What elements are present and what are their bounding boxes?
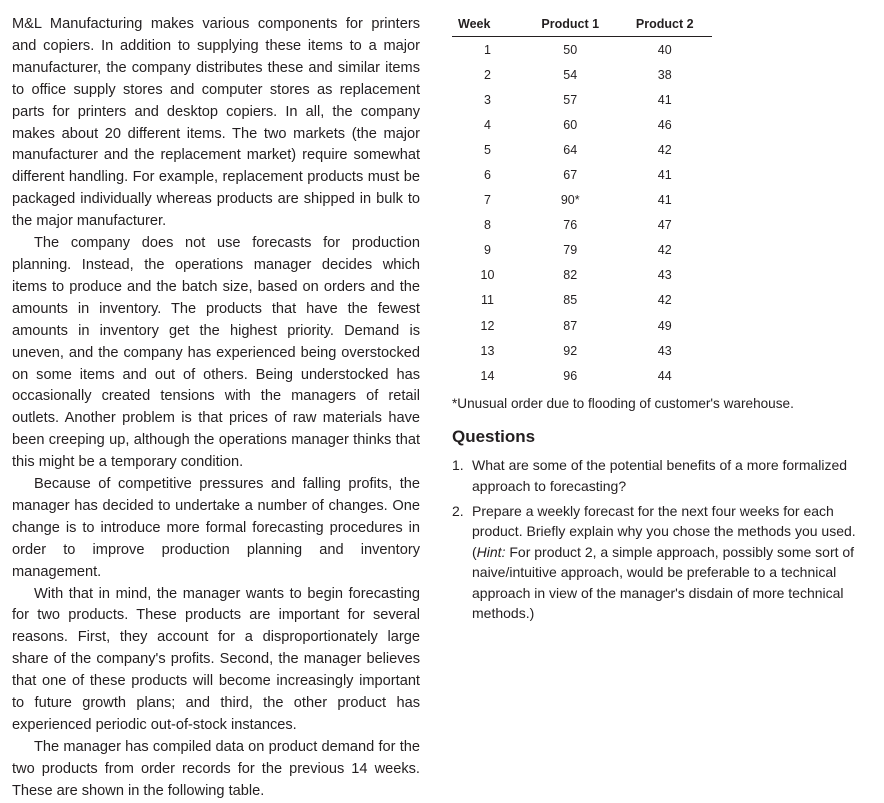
cell-product-1: 82 bbox=[563, 268, 578, 283]
question-item bbox=[452, 455, 872, 496]
paragraph-two-products: With that in mind, the manager wants to begin forecasting for two products. These products are important for several reasons. First, they account for a disproportionately large share of the company's profits. Second, the manager believes that one of these products will become increasingly important to future growth plans; and third, the other product has experienced periodic out-of-stock instances. bbox=[12, 585, 420, 733]
table-row bbox=[452, 263, 712, 288]
case-narrative bbox=[12, 14, 420, 803]
cell-product-1: 64 bbox=[563, 142, 578, 157]
cell-week: 1 bbox=[484, 42, 491, 57]
cell-product-1: 90* bbox=[560, 193, 580, 208]
cell-product-2: 46 bbox=[657, 117, 672, 132]
cell-product-2: 43 bbox=[657, 268, 672, 283]
table-row bbox=[452, 62, 712, 87]
table-header-row bbox=[452, 14, 712, 37]
cell-product-1: 87 bbox=[563, 318, 578, 333]
question-text-part: Prepare a weekly forecast for the next four weeks for each product. Briefly explain why you chose the methods you used. ( bbox=[472, 502, 856, 560]
question-number: 2. bbox=[452, 502, 464, 519]
paragraph-intro: M&L Manufacturing makes various components for printers and copiers. In addition to supplying these items to a major manufacturer, the company distributes these and similar items to office supply stores and computer stores as replacement parts for printers and desktop copiers. In all, the company makes about 20 different items. The two markets (the major manufacturer and the replacement market) require somewhat different handling. For example, replacement products must be packaged individually whereas products are shipped in bulk to the major manufacturer. bbox=[12, 16, 420, 230]
cell-week: 6 bbox=[484, 168, 491, 183]
cell-week: 10 bbox=[480, 268, 495, 283]
table-row bbox=[452, 313, 712, 338]
cell-product-2: 47 bbox=[657, 218, 672, 233]
cell-week: 3 bbox=[484, 92, 491, 107]
cell-week: 12 bbox=[480, 318, 495, 333]
questions-heading: Questions bbox=[452, 427, 536, 447]
table-row bbox=[452, 363, 712, 388]
cell-week: 8 bbox=[484, 218, 491, 233]
cell-week: 14 bbox=[480, 368, 495, 383]
cell-product-1: 67 bbox=[563, 168, 578, 183]
cell-product-2: 41 bbox=[657, 92, 672, 107]
cell-week: 13 bbox=[480, 343, 495, 358]
question-text-part: For product 2, a simple approach, possibly some sort of naive/intuitive approach, would be preferable to a technical approach in view of the manager's disdain of more technical methods.) bbox=[472, 543, 855, 622]
table-row bbox=[452, 37, 712, 63]
cell-product-1: 57 bbox=[563, 92, 578, 107]
cell-week: 9 bbox=[484, 243, 491, 258]
cell-product-1: 92 bbox=[563, 343, 578, 358]
demand-table bbox=[452, 14, 712, 388]
cell-product-2: 43 bbox=[657, 343, 672, 358]
cell-week: 7 bbox=[484, 193, 491, 208]
paragraph-changes: Because of competitive pressures and falling profits, the manager has decided to undertake a number of changes. One change is to introduce more formal forecasting procedures in order to improve production planning and inventory management. bbox=[12, 476, 420, 580]
cell-product-2: 41 bbox=[657, 168, 672, 183]
header-product-2: Product 2 bbox=[617, 14, 712, 37]
cell-product-2: 49 bbox=[657, 318, 672, 333]
table-row bbox=[452, 162, 712, 187]
cell-product-2: 42 bbox=[657, 293, 672, 308]
paragraph-current-practice: The company does not use forecasts for production planning. Instead, the operations manager decides which items to produce and the batch size, based on orders and the amounts in inventory. The products that have the fewest amounts in inventory get the highest priority. Demand is uneven, and the company has experienced being overstocked on some items and out of others. Being understocked has occasionally created tensions with the managers of retail outlets. Another problem is that prices of raw materials have been creeping up, although the operations manager thinks that this might be a temporary condition. bbox=[12, 235, 420, 471]
question-text: What are some of the potential benefits of a more formalized approach to forecasting? bbox=[472, 457, 848, 494]
table-row bbox=[452, 188, 712, 213]
cell-product-2: 42 bbox=[657, 243, 672, 258]
cell-week: 5 bbox=[484, 142, 491, 157]
cell-product-2: 40 bbox=[657, 42, 672, 57]
table-row bbox=[452, 87, 712, 112]
questions-list bbox=[452, 455, 872, 624]
table-row bbox=[452, 112, 712, 137]
cell-product-1: 50 bbox=[563, 42, 578, 57]
cell-week: 11 bbox=[480, 293, 494, 308]
table-row bbox=[452, 238, 712, 263]
table-body bbox=[452, 37, 712, 389]
table-row bbox=[452, 288, 712, 313]
cell-week: 4 bbox=[484, 117, 491, 132]
question-number: 1. bbox=[452, 457, 464, 474]
header-week: Week bbox=[452, 14, 523, 37]
data-and-questions bbox=[452, 14, 872, 628]
cell-product-1: 79 bbox=[563, 243, 578, 258]
cell-week: 2 bbox=[484, 67, 491, 82]
paragraph-data-compiled: The manager has compiled data on product demand for the two products from order records for the previous 14 weeks. These are shown in the following table. bbox=[12, 738, 420, 799]
cell-product-2: 38 bbox=[657, 67, 672, 82]
cell-product-1: 76 bbox=[563, 218, 578, 233]
table-row bbox=[452, 338, 712, 363]
cell-product-1: 60 bbox=[563, 117, 578, 132]
cell-product-1: 54 bbox=[563, 67, 578, 82]
cell-product-1: 96 bbox=[563, 368, 578, 383]
hint-label: Hint: bbox=[476, 543, 506, 560]
table-row bbox=[452, 213, 712, 238]
table-footnote: *Unusual order due to flooding of customer's warehouse. bbox=[452, 396, 794, 412]
question-item bbox=[452, 501, 872, 625]
cell-product-2: 42 bbox=[657, 142, 672, 157]
header-product-1: Product 1 bbox=[523, 14, 618, 37]
cell-product-1: 85 bbox=[563, 293, 578, 308]
table-row bbox=[452, 137, 712, 162]
cell-product-2: 41 bbox=[657, 193, 672, 208]
cell-product-2: 44 bbox=[657, 368, 672, 383]
